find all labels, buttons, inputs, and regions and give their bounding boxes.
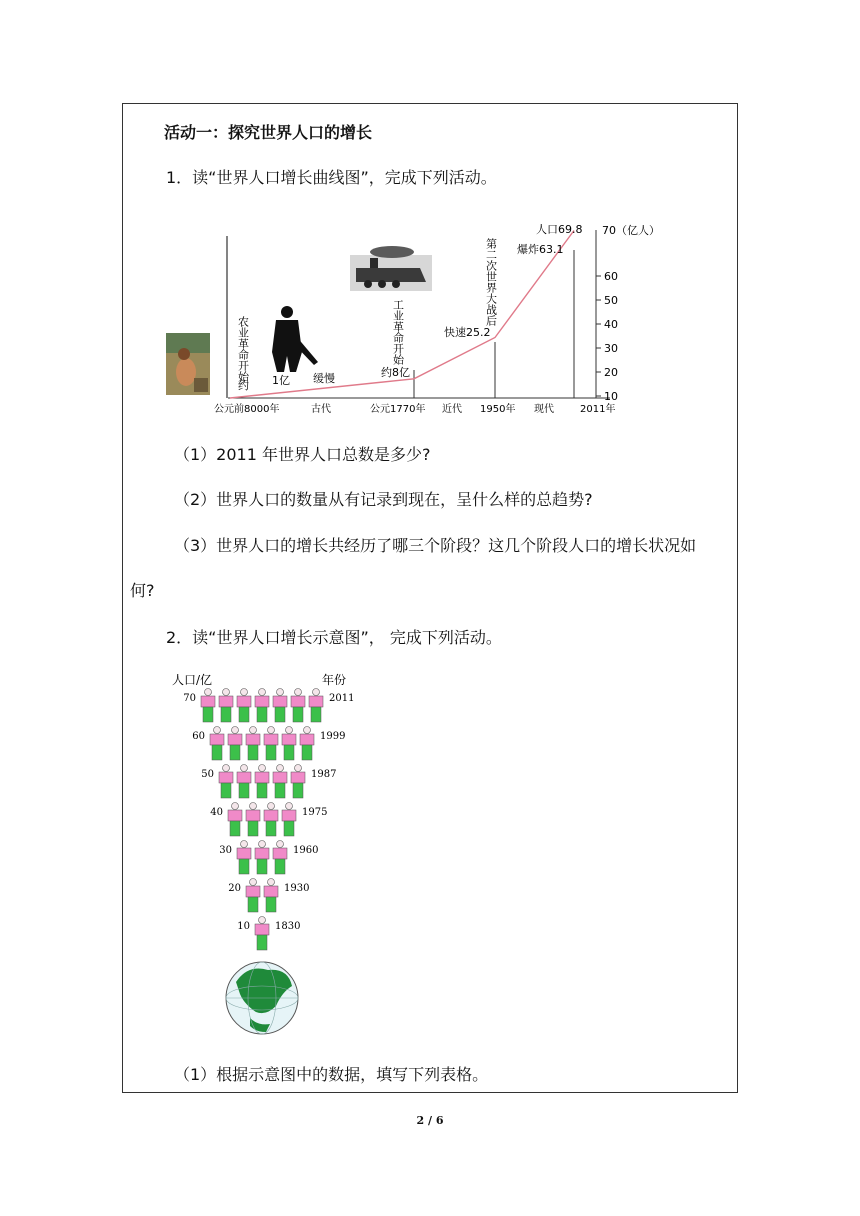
- person-figure: [291, 765, 305, 799]
- population-curve-chart: [0, 0, 860, 430]
- pictogram-year-label: 1960: [293, 845, 319, 856]
- pictogram-year-label: 2011: [329, 693, 355, 704]
- task-2-instruction: 2．读“世界人口增长示意图”， 完成下列活动。: [166, 628, 502, 647]
- person-figure: [273, 765, 287, 799]
- person-figure: [255, 765, 269, 799]
- pictogram-pop-label: 30: [219, 845, 232, 856]
- x-label-1950: 1950年: [480, 404, 516, 415]
- pictogram-year-label: 1830: [275, 921, 301, 932]
- y-tick-label: 30: [604, 342, 618, 355]
- y-tick-label: 60: [604, 270, 618, 283]
- x-label-modern-era: 近代: [442, 404, 462, 415]
- person-figure: [228, 727, 242, 761]
- agri-revolution-label: 农业革命开始: [236, 316, 250, 382]
- y-tick-label: 40: [604, 318, 618, 331]
- person-figure: [201, 689, 215, 723]
- industrial-revolution-label: 工业革命开始: [391, 299, 405, 365]
- question-2-1: （1）根据示意图中的数据，填写下列表格。: [174, 1065, 489, 1084]
- activity-title: 活动一：探究世界人口的增长: [164, 123, 373, 142]
- about-label: 约: [238, 379, 249, 392]
- person-figure: [246, 803, 260, 837]
- pictogram-pop-label: 70: [183, 693, 196, 704]
- person-figure: [282, 727, 296, 761]
- person-figure: [291, 689, 305, 723]
- question-1-1: （1）2011 年世界人口总数是多少?: [174, 445, 431, 464]
- y-tick-label: 50: [604, 294, 618, 307]
- early-human-photo: [166, 333, 210, 395]
- fast-label: 快速25.2: [444, 326, 491, 339]
- y-tick-label: 10: [604, 390, 618, 403]
- y-unit-label: 70（亿人）: [602, 224, 660, 237]
- person-figure: [264, 727, 278, 761]
- person-figure: [210, 727, 224, 761]
- person-figure: [246, 879, 260, 913]
- person-figure: [255, 689, 269, 723]
- pictogram-pop-label: 10: [237, 921, 250, 932]
- person-figure: [273, 841, 287, 875]
- y-axis-ticks: [596, 270, 618, 403]
- farmer-silhouette: [272, 306, 318, 372]
- ww2-label: 第二次世界大战后: [484, 238, 498, 326]
- pictogram-pop-label: 60: [192, 731, 205, 742]
- y-tick-label: 20: [604, 366, 618, 379]
- person-figure: [273, 689, 287, 723]
- boom-label: 爆炸63.1: [517, 243, 564, 256]
- pictogram-rows: [183, 689, 354, 951]
- person-figure: [264, 879, 278, 913]
- person-figure: [237, 841, 251, 875]
- person-figure: [255, 917, 269, 951]
- pictogram-year-label: 1999: [320, 731, 346, 742]
- pictogram-pop-label: 40: [210, 807, 223, 818]
- person-figure: [219, 689, 233, 723]
- pictogram-year-label: 1987: [311, 769, 337, 780]
- slow-label: 缓慢: [313, 372, 335, 385]
- task-1-instruction: 1．读“世界人口增长曲线图”，完成下列活动。: [166, 168, 497, 187]
- person-figure: [246, 727, 260, 761]
- population-pictogram: [0, 660, 860, 1040]
- person-figure: [228, 803, 242, 837]
- question-1-3-line1: （3）世界人口的增长共经历了哪三个阶段？这几个阶段人口的增长状况如: [174, 536, 697, 555]
- globe-image: [226, 962, 298, 1034]
- x-label-ancient: 古代: [311, 404, 331, 415]
- pictogram-x-header: 年份: [322, 673, 347, 687]
- person-figure: [264, 803, 278, 837]
- person-figure: [237, 689, 251, 723]
- about-8-label: 约8亿: [381, 366, 410, 379]
- person-figure: [309, 689, 323, 723]
- person-figure: [237, 765, 251, 799]
- pictogram-year-label: 1930: [284, 883, 310, 894]
- pictogram-year-label: 1975: [302, 807, 328, 818]
- pop-69-label: 人口69.8: [536, 223, 583, 236]
- x-label-8000bc: 公元前8000年: [214, 404, 280, 415]
- pictogram-pop-label: 50: [201, 769, 214, 780]
- steam-train-image: [350, 246, 432, 291]
- pictogram-y-header: 人口/亿: [172, 673, 213, 687]
- x-label-contemporary: 现代: [534, 404, 554, 415]
- person-figure: [282, 803, 296, 837]
- page-number: 2 / 6: [416, 1114, 444, 1127]
- x-label-2011: 2011年: [580, 404, 616, 415]
- question-1-3-line2: 何?: [130, 581, 155, 600]
- person-figure: [255, 841, 269, 875]
- question-1-2: （2）世界人口的数量从有记录到现在，呈什么样的总趋势?: [174, 490, 593, 509]
- x-label-1770: 公元1770年: [370, 404, 426, 415]
- pictogram-pop-label: 20: [228, 883, 241, 894]
- person-figure: [219, 765, 233, 799]
- person-figure: [300, 727, 314, 761]
- one-yi-label: 1亿: [272, 374, 290, 387]
